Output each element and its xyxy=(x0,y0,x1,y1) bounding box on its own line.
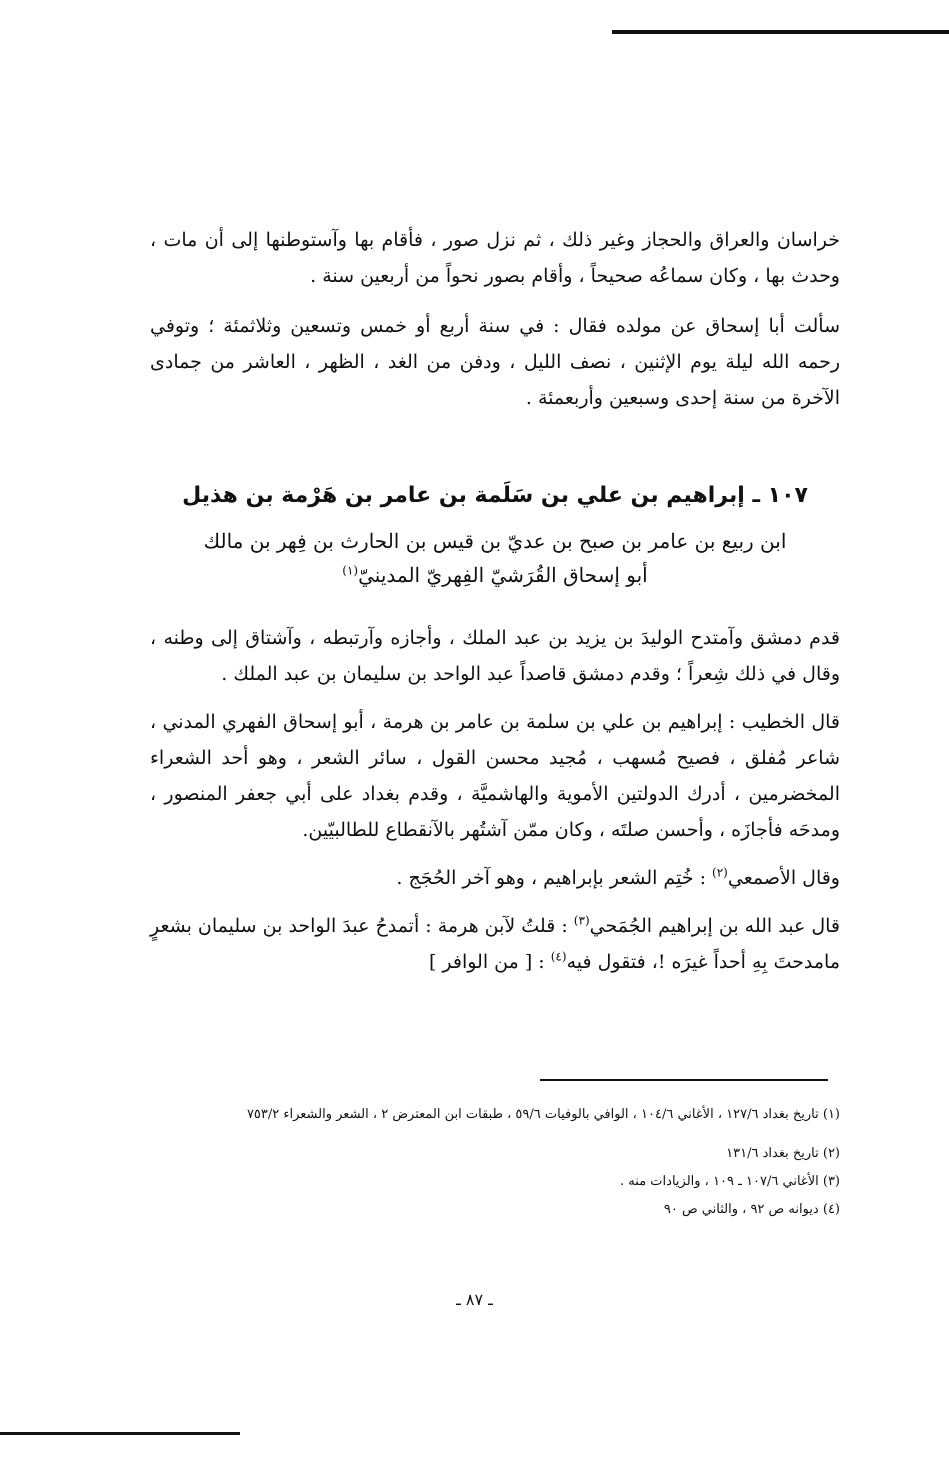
entry-kunya-text: أبو إسحاق القُرَشيّ الفِهريّ المدينيّ xyxy=(358,563,648,587)
entry-kunya xyxy=(150,558,840,592)
entry-paragraph-3-end: : خُتِم الشعر بإبراهيم ، وهو آخر الحُجَج . xyxy=(396,867,713,889)
entry-paragraph-2: قال الخطيب : إبراهيم بن علي بن سلمة بن عامر بن هرمة ، أبو إسحاق الفهري المدني ، شاعر مُفلق ، فصيح مُسهب ، مُجيد محسن القول ، سائر الشعر ، وهو أحد الشعراء المخضرمين ، أدرك الدولتين الأموية والهاشميَّة ، وقدم بغداد على أبي جعفر المنصور ، ومدحَه فأجازَه ، وأحسن صلتَه ، وكان ممّن آشتُهر بالآنقطاع للطالبيّين. xyxy=(150,711,840,841)
top-rule xyxy=(612,30,949,34)
entry-lineage: ابن ربيع بن عامر بن صبح بن عديّ بن قيس بن الحارث بن فِهر بن مالك xyxy=(203,529,787,553)
entry-subheading-block xyxy=(150,524,840,592)
entry-heading: ١٠٧ ـ إبراهيم بن علي بن سَلَمة بن عامر بن هَرْمة بن هذيل xyxy=(182,483,808,508)
intro-paragraph-2: سألت أبا إسحاق عن مولده فقال : في سنة أربع أو خمس وتسعين وثلاثمئة ؛ وتوفي رحمه الله ليلة يوم الإثنين ، نصف الليل ، ودفن من الغد ، الظهر ، العاشر من جمادى الآخرة من سنة إحدى وسبعين وأربعمئة . xyxy=(150,315,840,409)
footnote-ref-3[interactable]: (٣) xyxy=(573,913,590,928)
footnote-1: (١) تاريخ بغداد ١٢٧/٦ ، الأغاني ١٠٤/٦ ، الوافي بالوفيات ٥٩/٦ ، طبقات ابن المعترض ٢ ، الشعر والشعراء ٧٥٣/٢ xyxy=(246,1107,840,1122)
page-number: ـ ٨٧ ـ xyxy=(456,1290,493,1309)
entry-paragraph-3-start: وقال الأصمعي xyxy=(727,867,840,889)
footnotes xyxy=(150,1100,840,1226)
footnote-ref-4[interactable]: (٤) xyxy=(550,949,567,964)
page-body xyxy=(150,222,840,992)
entry-paragraph-4-middle: : قلتُ لآبن هرمة : أتمدحُ عبدَ الواحد بن سليمان بشعرٍ مامدحتَ بِهِ أحداً غيرَه !، فتقول فيه xyxy=(150,915,840,973)
footnote-3: (٣) الأغاني ١٠٧/٦ ـ ١٠٩ ، والزيادات منه . xyxy=(620,1174,840,1189)
entry-paragraph-3 xyxy=(150,860,840,896)
footnote-ref-2[interactable]: (٢) xyxy=(712,865,728,880)
footnote-ref-1[interactable]: (١) xyxy=(342,563,359,578)
entry-paragraph-4 xyxy=(150,908,840,980)
bottom-rule xyxy=(0,1432,240,1435)
intro-paragraph-1: خراسان والعراق والحجاز وغير ذلك ، ثم نزل صور ، فأقام بها وآستوطنها إلى أن مات ، وحدث بها ، وكان سماعُه صحيحاً ، وأقام بصور نحواً من أربعين سنة . xyxy=(150,229,840,287)
footnote-4: (٤) ديوانه ص ٩٢ ، والثاني ص ٩٠ xyxy=(663,1202,840,1217)
entry-paragraph-1: قدم دمشق وآمتدح الوليدَ بن يزيد بن عبد الملك ، وأجازه وآرتبطه ، وآشتاق إلى وطنه ، وقال في ذلك شِعراً ؛ وقدم دمشق قاصداً عبد الواحد بن سليمان بن عبد الملك . xyxy=(150,627,840,685)
footnote-separator xyxy=(540,1079,828,1081)
entry-paragraph-4-end: : [ من الوافر ] xyxy=(428,951,551,973)
entry-paragraph-4-start: قال عبد الله بن إبراهيم الجُمَحي xyxy=(589,915,841,937)
footnote-2: (٢) تاريخ بغداد ١٣١/٦ xyxy=(726,1146,840,1161)
